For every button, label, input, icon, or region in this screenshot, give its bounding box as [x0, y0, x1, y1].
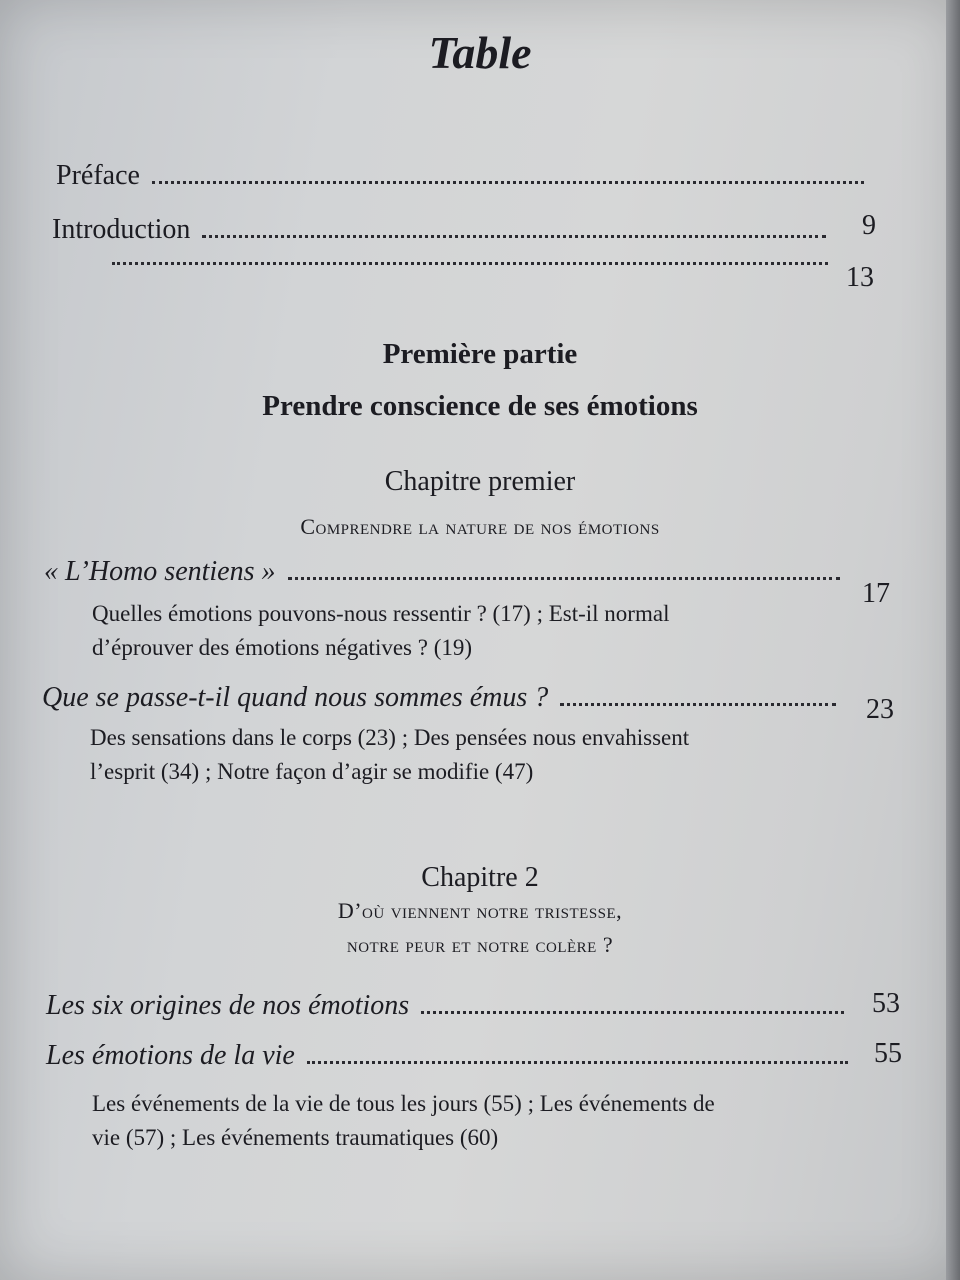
- toc-entry-label: « L’Homo sentiens »: [44, 556, 276, 587]
- toc-page-number: 23: [866, 694, 894, 725]
- chapter-subtitle: Comprendre la nature de nos émotions: [300, 514, 660, 539]
- chapter-heading: Chapitre 2: [421, 862, 539, 893]
- toc-entry-label: Préface: [56, 160, 140, 191]
- chapter-subtitle: D’où viennent notre tristesse,: [337, 898, 623, 923]
- toc-page-number: 53: [872, 988, 900, 1019]
- dot-leader: [112, 262, 828, 265]
- toc-entry-label: Introduction: [52, 214, 191, 245]
- toc-entry-emotions-de-la-vie[interactable]: [46, 1040, 860, 1072]
- part-subtitle: Prendre conscience de ses émotions: [262, 390, 698, 422]
- toc-entry-preface[interactable]: [56, 160, 876, 192]
- dot-leader: [202, 235, 826, 238]
- toc-subentry-line: Les événements de la vie de tous les jours (55) ; Les événements de: [92, 1091, 715, 1116]
- chapter-subtitle: notre peur et notre colère ?: [346, 932, 614, 957]
- toc-page-number: 13: [846, 262, 874, 293]
- toc-entry-label: Que se passe-t-il quand nous sommes émus ?: [42, 682, 549, 713]
- toc-entry-introduction[interactable]: [52, 214, 838, 246]
- toc-subentry-line: l’esprit (34) ; Notre façon d’agir se modifie (47): [90, 759, 534, 784]
- toc-subentry-line: Des sensations dans le corps (23) ; Des pensées nous envahissent: [90, 725, 690, 750]
- toc-entry-label: Les émotions de la vie: [46, 1040, 295, 1071]
- part-heading: Première partie: [382, 338, 578, 370]
- toc-entry-six-origines[interactable]: [46, 990, 856, 1022]
- dot-leader: [421, 1011, 844, 1014]
- dot-leader: [288, 577, 840, 580]
- chapter-heading: Chapitre premier: [384, 466, 576, 497]
- toc-page-number: 17: [862, 578, 890, 609]
- toc-entry-homo-sentiens[interactable]: [44, 556, 852, 588]
- toc-entry-label: Les six origines de nos émotions: [46, 990, 410, 1021]
- toc-subentry-line: Quelles émotions pouvons-nous ressentir ? (17) ; Est-il normal: [92, 601, 670, 626]
- toc-page-number: 9: [862, 210, 876, 241]
- toc-subentry-line: d’éprouver des émotions négatives ? (19): [92, 635, 473, 660]
- toc-subentry-line: vie (57) ; Les événements traumatiques (60): [92, 1125, 499, 1150]
- dot-leader-continuation: [100, 262, 840, 271]
- toc-page-number: 55: [874, 1038, 902, 1069]
- page-title: Table: [428, 27, 532, 78]
- dot-leader: [307, 1061, 848, 1064]
- dot-leader: [152, 181, 864, 184]
- dot-leader: [560, 703, 836, 706]
- toc-entry-que-se-passe[interactable]: [42, 682, 848, 714]
- book-spine-edge: [946, 0, 960, 1280]
